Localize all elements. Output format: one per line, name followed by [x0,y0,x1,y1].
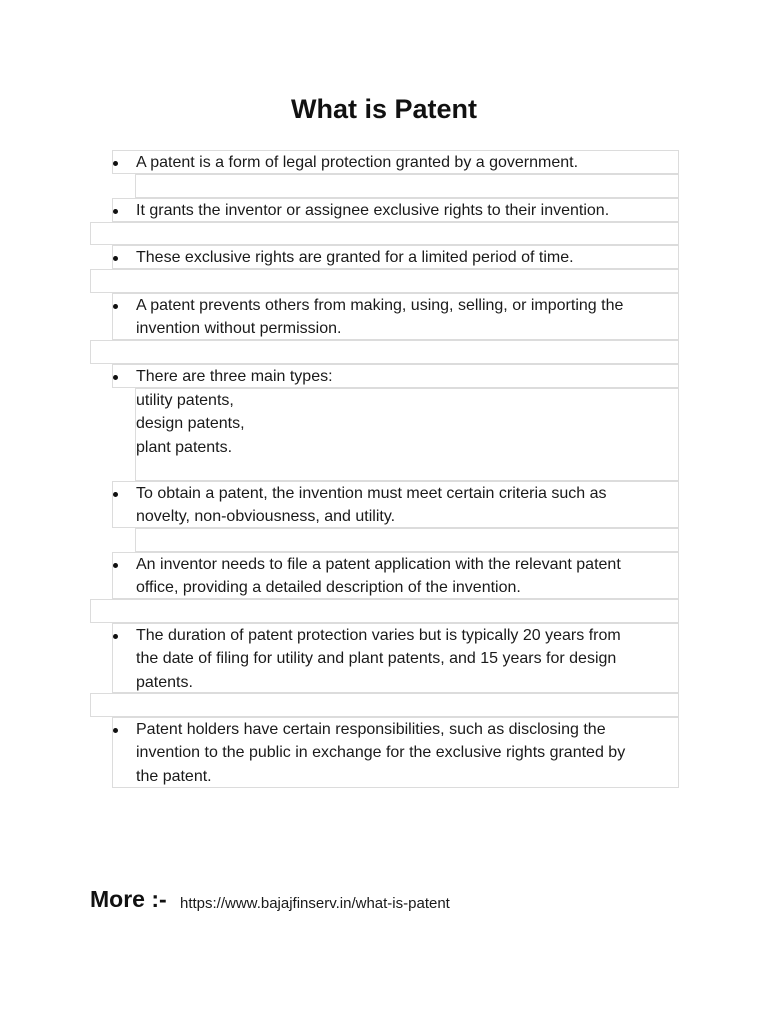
bullet-icon [113,161,118,166]
table-cell [90,693,679,717]
list-item [136,553,671,600]
list-item-line: the patent. [136,767,212,785]
list-item-line: invention without permission. [136,320,342,338]
list-item-line: Patent holders have certain responsibilities, such as disclosing the [136,721,606,738]
sub-list-line: utility patents, [136,392,234,409]
list-item [136,718,671,788]
source-link[interactable]: https://www.bajajfinserv.in/what-is-patent [180,895,450,912]
list-item-line: invention to the public in exchange for the exclusive rights granted by [136,744,626,762]
bullet-icon [113,304,118,309]
bullet-icon [113,256,118,261]
sub-list-line: design patents, [136,415,245,433]
bullet-icon [113,563,118,568]
table-cell [90,269,679,293]
bullet-icon [113,728,118,733]
list-item-line: patents. [136,673,193,691]
table-cell [90,340,679,364]
list-item [136,482,671,529]
bullet-icon [113,209,118,214]
list-item [136,246,671,269]
list-item-line: A patent is a form of legal protection granted by a government. [136,154,579,171]
table-cell [135,528,679,552]
bullet-icon [113,375,118,380]
sub-list [136,389,671,459]
list-item-line: The duration of patent protection varies but is typically 20 years from [136,627,621,644]
bullet-icon [113,492,118,497]
list-item-line: There are three main types: [136,368,333,385]
list-item [136,624,671,694]
bullet-icon [113,634,118,639]
list-item [136,294,671,341]
sub-list-line: plant patents. [136,438,233,456]
page-title: What is Patent [290,94,478,124]
table-cell [90,222,679,245]
list-item-line: A patent prevents others from making, using, selling, or importing the [136,297,624,314]
list-item [136,199,671,222]
list-item-line: the date of filing for utility and plant patents, and 15 years for design [136,650,617,668]
table-cell [135,174,679,198]
list-item-line: An inventor needs to file a patent application with the relevant patent [136,556,621,573]
list-item-line: To obtain a patent, the invention must meet certain criteria such as [136,485,607,502]
list-item [136,365,671,388]
list-item-line: office, providing a detailed description of the invention. [136,579,521,597]
list-item-line: These exclusive rights are granted for a limited period of time. [136,249,574,266]
more-label: More :- [90,886,167,912]
list-item-line: It grants the inventor or assignee exclusive rights to their invention. [136,202,610,219]
list-item [136,151,671,174]
table-cell [90,599,679,623]
list-item-line: novelty, non-obviousness, and utility. [136,508,396,526]
